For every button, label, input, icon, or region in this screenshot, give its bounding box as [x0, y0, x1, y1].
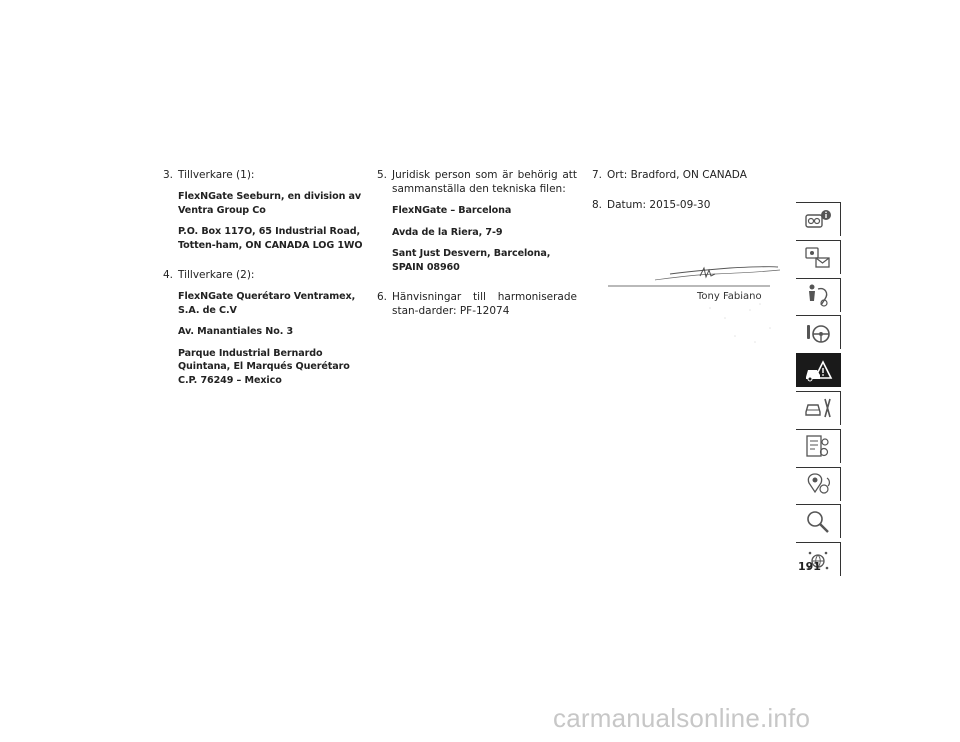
manufacturer-address: P.O. Box 117O, 65 Industrial Road, Totten-ham, ON CANADA LOG 1WO	[178, 226, 363, 251]
tab-dashboard[interactable]	[796, 202, 841, 236]
tab-driving[interactable]	[796, 315, 841, 349]
index-search-icon	[803, 508, 833, 536]
manufacturer-name: FlexNGate Querétaro Ventramex, S.A. de C.V	[178, 291, 356, 316]
column-2	[377, 168, 577, 334]
page-number: 191	[798, 560, 821, 573]
item-number: 6.	[377, 291, 388, 303]
tab-service[interactable]	[796, 391, 841, 425]
list-item-8	[592, 198, 792, 220]
list-item-7	[592, 168, 792, 190]
column-1	[163, 168, 363, 403]
specifications-list-icon	[803, 432, 833, 460]
tab-multimedia[interactable]	[796, 467, 841, 501]
manufacturer-address: Parque Industrial Bernardo Quintana, El Marqués Querétaro C.P. 76249 – Mexico	[178, 347, 350, 386]
item-number: 3.	[163, 169, 174, 181]
item-label: Ort: Bradford, ON CANADA	[607, 169, 747, 181]
list-item-6	[377, 290, 577, 326]
item-number: 5.	[377, 169, 388, 181]
manufacturer-name: FlexNGate Seeburn, en division av Ventra Group Co	[178, 191, 362, 216]
legal-entity-name: FlexNGate – Barcelona	[392, 205, 512, 216]
item-number: 4.	[163, 269, 174, 281]
list-item-3	[163, 168, 363, 260]
item-label: Tillverkare (2):	[178, 269, 255, 281]
tab-index[interactable]	[796, 504, 841, 538]
tab-emergency[interactable]	[796, 353, 841, 387]
item-label: Juridisk person som är behörig att sammanställa den tekniska filen:	[392, 169, 577, 195]
list-item-5	[377, 168, 577, 282]
item-label: Tillverkare (1):	[178, 169, 255, 181]
list-item-4	[163, 268, 363, 395]
tab-mail[interactable]	[796, 240, 841, 274]
chapter-tabs	[796, 202, 841, 580]
legal-entity-street: Avda de la Riera, 7-9	[392, 226, 503, 238]
item-number: 7.	[592, 169, 603, 181]
watermark: carmanualsonline.info	[553, 703, 811, 733]
legal-entity-city: Sant Just Desvern, Barcelona, SPAIN 08960	[392, 248, 551, 273]
column-3	[592, 168, 792, 228]
item-label: Hänvisningar till harmoniserade stan-darder: PF-12074	[392, 291, 577, 317]
tab-specifications[interactable]	[796, 429, 841, 463]
multimedia-location-icon	[803, 470, 833, 498]
roadside-warning-icon	[803, 357, 833, 385]
car-service-tools-icon	[803, 394, 833, 422]
dashboard-info-icon	[803, 206, 833, 234]
steering-wheel-icon	[803, 319, 833, 347]
passenger-safety-icon	[803, 281, 833, 309]
item-label: Datum: 2015-09-30	[607, 199, 711, 211]
tab-safety[interactable]	[796, 278, 841, 312]
manufacturer-street: Av. Manantiales No. 3	[178, 326, 294, 337]
mail-message-icon	[803, 243, 833, 271]
item-number: 8.	[592, 199, 603, 211]
signature-image	[600, 258, 790, 348]
signatory-name: Tony Fabiano	[697, 291, 762, 302]
